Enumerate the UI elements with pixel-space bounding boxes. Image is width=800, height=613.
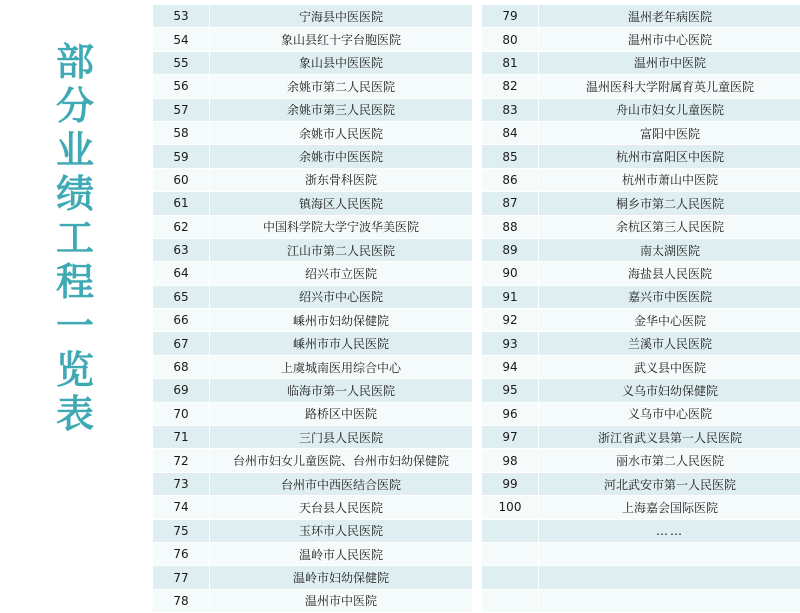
row-number xyxy=(482,519,539,542)
row-number: 92 xyxy=(482,309,539,332)
row-number: 81 xyxy=(482,51,539,74)
table-row xyxy=(482,472,800,495)
row-number: 72 xyxy=(153,449,210,472)
row-number: 68 xyxy=(153,355,210,378)
vertical-page-title xyxy=(30,40,120,560)
table-row xyxy=(482,98,800,121)
title-char-5: 工 xyxy=(56,216,94,260)
row-name: 镇海区人民医院 xyxy=(210,192,473,215)
row-number: 55 xyxy=(153,51,210,74)
row-number: 73 xyxy=(153,472,210,495)
table-row xyxy=(153,355,473,378)
table-row xyxy=(153,168,473,191)
table-row xyxy=(482,5,800,28)
title-char-3: 业 xyxy=(56,128,94,172)
row-number: 90 xyxy=(482,262,539,285)
row-number: 66 xyxy=(153,309,210,332)
table-row xyxy=(482,332,800,355)
row-name: 温岭市妇幼保健院 xyxy=(210,566,473,589)
row-number xyxy=(482,566,539,589)
row-number: 77 xyxy=(153,566,210,589)
row-name: 温州老年病医院 xyxy=(539,5,800,28)
table-row xyxy=(153,51,473,74)
row-number: 93 xyxy=(482,332,539,355)
table-row xyxy=(482,51,800,74)
table-row xyxy=(482,566,800,589)
row-name: 浙江省武义县第一人民医院 xyxy=(539,426,800,449)
row-number: 96 xyxy=(482,402,539,425)
row-name: 河北武安市第一人民医院 xyxy=(539,472,800,495)
title-char-6: 程 xyxy=(56,260,94,304)
row-number: 94 xyxy=(482,355,539,378)
table-row xyxy=(153,426,473,449)
table-row xyxy=(153,5,473,28)
row-number: 69 xyxy=(153,379,210,402)
table-row xyxy=(482,121,800,144)
row-number: 97 xyxy=(482,426,539,449)
row-name: 武义县中医院 xyxy=(539,355,800,378)
table-row xyxy=(482,309,800,332)
row-number: 63 xyxy=(153,238,210,261)
table-row xyxy=(153,332,473,355)
table-row xyxy=(153,192,473,215)
table-row xyxy=(153,75,473,98)
row-number: 59 xyxy=(153,145,210,168)
table-row xyxy=(153,379,473,402)
title-char-9: 表 xyxy=(56,392,94,436)
row-name: 台州市中西医结合医院 xyxy=(210,472,473,495)
row-number: 53 xyxy=(153,5,210,28)
table-row xyxy=(482,75,800,98)
row-number: 83 xyxy=(482,98,539,121)
table-row xyxy=(482,285,800,308)
table-row xyxy=(482,402,800,425)
table-row xyxy=(482,168,800,191)
row-number: 74 xyxy=(153,496,210,519)
row-number: 54 xyxy=(153,28,210,51)
row-name: 江山市第二人民医院 xyxy=(210,238,473,261)
row-number: 88 xyxy=(482,215,539,238)
row-number: 99 xyxy=(482,472,539,495)
row-name: 余杭区第三人民医院 xyxy=(539,215,800,238)
row-number: 87 xyxy=(482,192,539,215)
table-row xyxy=(153,121,473,144)
row-number: 80 xyxy=(482,28,539,51)
table-row xyxy=(482,145,800,168)
row-name: 浙东骨科医院 xyxy=(210,168,473,191)
hospital-table-left xyxy=(152,4,473,613)
row-number: 82 xyxy=(482,75,539,98)
row-name: 余姚市第三人民医院 xyxy=(210,98,473,121)
table-row xyxy=(482,262,800,285)
row-name: 温州市中心医院 xyxy=(539,28,800,51)
title-char-8: 览 xyxy=(56,348,94,392)
row-number: 60 xyxy=(153,168,210,191)
row-number: 65 xyxy=(153,285,210,308)
table-row xyxy=(153,589,473,612)
row-number: 84 xyxy=(482,121,539,144)
row-name: 象山县红十字台胞医院 xyxy=(210,28,473,51)
row-number: 67 xyxy=(153,332,210,355)
row-name: 温岭市人民医院 xyxy=(210,542,473,565)
row-number: 79 xyxy=(482,5,539,28)
table-row xyxy=(153,215,473,238)
row-name: 嵊州市妇幼保健院 xyxy=(210,309,473,332)
title-char-4: 绩 xyxy=(56,172,94,216)
row-number: 62 xyxy=(153,215,210,238)
row-number xyxy=(482,589,539,612)
row-number: 70 xyxy=(153,402,210,425)
row-name: 余姚市第二人民医院 xyxy=(210,75,473,98)
table-row xyxy=(153,98,473,121)
table-row xyxy=(153,449,473,472)
row-name: 上虞城南医用综合中心 xyxy=(210,355,473,378)
table-row xyxy=(153,496,473,519)
table-row xyxy=(482,426,800,449)
row-name: 义乌市妇幼保健院 xyxy=(539,379,800,402)
row-name: 宁海县中医医院 xyxy=(210,5,473,28)
row-name: 象山县中医医院 xyxy=(210,51,473,74)
table-row xyxy=(153,519,473,542)
row-number: 71 xyxy=(153,426,210,449)
table-row xyxy=(482,589,800,612)
table-row xyxy=(153,238,473,261)
row-name xyxy=(539,566,800,589)
row-number: 100 xyxy=(482,496,539,519)
table-row xyxy=(482,238,800,261)
row-name: 三门县人民医院 xyxy=(210,426,473,449)
row-number: 85 xyxy=(482,145,539,168)
row-name: 天台县人民医院 xyxy=(210,496,473,519)
row-name: 中国科学院大学宁波华美医院 xyxy=(210,215,473,238)
row-number: 86 xyxy=(482,168,539,191)
title-char-2: 分 xyxy=(56,84,94,128)
table-row xyxy=(482,449,800,472)
row-number: 57 xyxy=(153,98,210,121)
row-number: 89 xyxy=(482,238,539,261)
row-number: 61 xyxy=(153,192,210,215)
row-name: 杭州市富阳区中医院 xyxy=(539,145,800,168)
row-number: 95 xyxy=(482,379,539,402)
row-name: 嘉兴市中医医院 xyxy=(539,285,800,308)
row-name: 桐乡市第二人民医院 xyxy=(539,192,800,215)
row-name: 路桥区中医院 xyxy=(210,402,473,425)
row-number: 91 xyxy=(482,285,539,308)
row-name xyxy=(539,542,800,565)
title-char-7: 一 xyxy=(56,304,94,348)
table-row xyxy=(153,262,473,285)
row-name: 台州市妇女儿童医院、台州市妇幼保健院 xyxy=(210,449,473,472)
row-number: 64 xyxy=(153,262,210,285)
table-row xyxy=(482,496,800,519)
row-name xyxy=(539,589,800,612)
row-name: 南太湖医院 xyxy=(539,238,800,261)
row-name: 嵊州市市人民医院 xyxy=(210,332,473,355)
table-row xyxy=(153,566,473,589)
table-row xyxy=(153,542,473,565)
row-name: 温州医科大学附属育英儿童医院 xyxy=(539,75,800,98)
table-row xyxy=(153,309,473,332)
row-name: 金华中心医院 xyxy=(539,309,800,332)
row-name: 义乌市中心医院 xyxy=(539,402,800,425)
row-number: 76 xyxy=(153,542,210,565)
table-row xyxy=(482,28,800,51)
table-row xyxy=(153,145,473,168)
table-row xyxy=(482,215,800,238)
row-name: …… xyxy=(539,519,800,542)
table-row xyxy=(153,472,473,495)
table-row xyxy=(153,285,473,308)
row-number: 78 xyxy=(153,589,210,612)
row-name: 温州市中医院 xyxy=(539,51,800,74)
row-name: 余姚市中医医院 xyxy=(210,145,473,168)
table-row xyxy=(482,379,800,402)
row-number: 58 xyxy=(153,121,210,144)
row-name: 杭州市萧山中医院 xyxy=(539,168,800,191)
row-number: 75 xyxy=(153,519,210,542)
title-char-1: 部 xyxy=(56,40,94,84)
row-name: 海盐县人民医院 xyxy=(539,262,800,285)
row-number xyxy=(482,542,539,565)
hospital-table-right xyxy=(481,4,800,613)
row-name: 玉环市人民医院 xyxy=(210,519,473,542)
table-row xyxy=(482,542,800,565)
row-name: 丽水市第二人民医院 xyxy=(539,449,800,472)
table-row xyxy=(153,28,473,51)
table-row xyxy=(482,519,800,542)
row-name: 绍兴市中心医院 xyxy=(210,285,473,308)
table-row xyxy=(482,192,800,215)
row-number: 56 xyxy=(153,75,210,98)
row-name: 温州市中医院 xyxy=(210,589,473,612)
row-name: 舟山市妇女儿童医院 xyxy=(539,98,800,121)
row-name: 余姚市人民医院 xyxy=(210,121,473,144)
table-row xyxy=(482,355,800,378)
row-name: 临海市第一人民医院 xyxy=(210,379,473,402)
row-name: 上海嘉会国际医院 xyxy=(539,496,800,519)
row-number: 98 xyxy=(482,449,539,472)
row-name: 兰溪市人民医院 xyxy=(539,332,800,355)
row-name: 富阳中医院 xyxy=(539,121,800,144)
table-row xyxy=(153,402,473,425)
row-name: 绍兴市立医院 xyxy=(210,262,473,285)
